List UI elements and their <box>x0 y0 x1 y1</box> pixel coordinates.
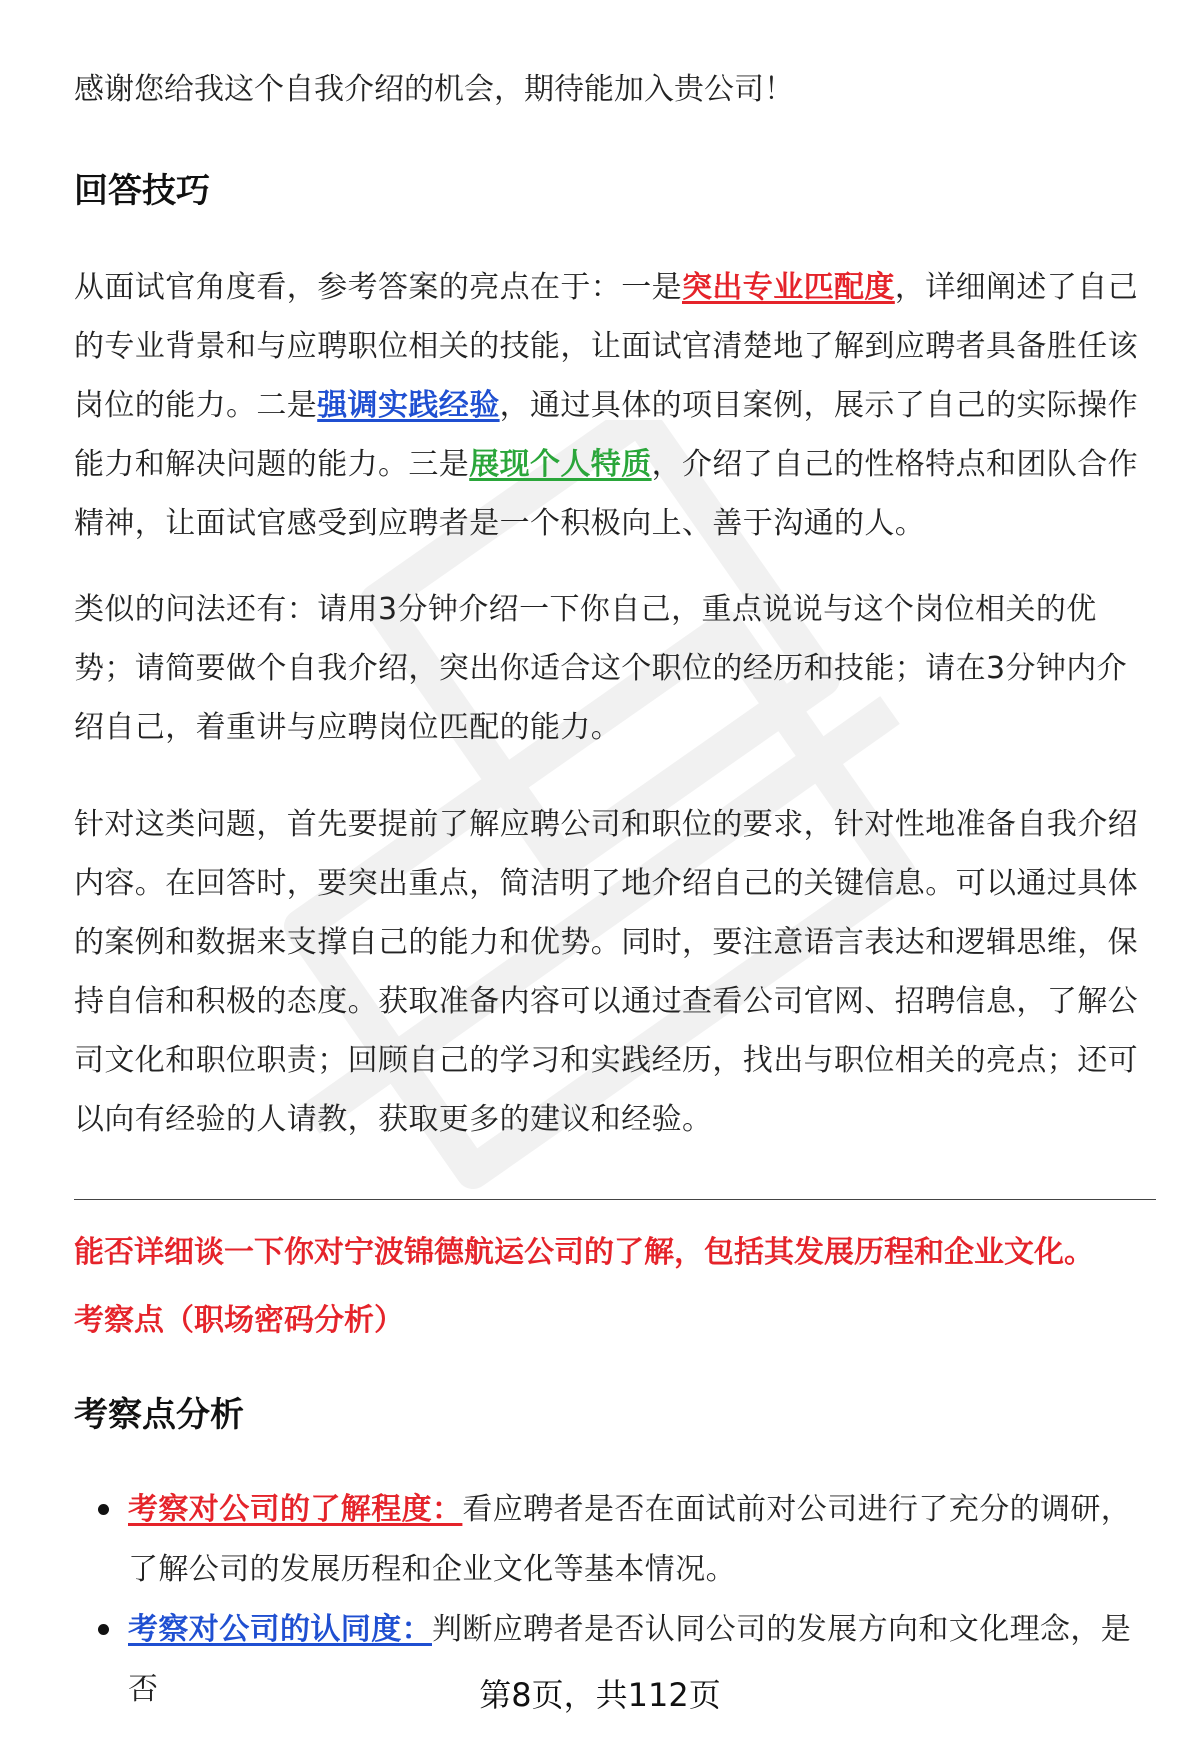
page-number: 第8页，共112页 <box>479 1676 721 1714</box>
para1-text-2: ，详细阐述了自己的专业背景和与应聘职位相关的技能，让面试官清楚地了解到应聘者具备胜任该岗位的能力。二是 <box>74 270 1139 423</box>
answer-tips-paragraph-1 <box>74 258 1156 553</box>
point-text: 看应聘者是否在面试前对公司进行了充分的调研，了解公司的发展历程和企业文化等基本情况。 <box>128 1492 1132 1587</box>
highlight-practical-experience: 强调实践经验 <box>317 388 500 423</box>
highlight-professional-match: 突出专业匹配度 <box>682 270 895 305</box>
answer-tips-paragraph-2: 类似的问法还有：请用3分钟介绍一下你自己，重点说说与这个岗位相关的优势；请简要做个自我介绍，突出你适合这个职位的经历和技能；请在3分钟内介绍自己，着重讲与应聘岗位匹配的能力。 <box>74 592 1128 745</box>
answer-tips-paragraph-3: 针对这类问题，首先要提前了解应聘公司和职位的要求，针对性地准备自我介绍内容。在回答时，要突出重点，简洁明了地介绍自己的关键信息。可以通过具体的案例和数据来支撑自己的能力和优势。同时，要注意语言表达和逻辑思维，保持自信和积极的态度。获取准备内容可以通过查看公司官网、招聘信息，了解公司文化和职位职责；回顾自己的学习和实践经历，找出与职位相关的亮点；还可以向有经验的人请教，获取更多的建议和经验。 <box>74 807 1138 1137</box>
analysis-heading: 考察点分析 <box>74 1395 244 1435</box>
point-label: 考察对公司的认同度： <box>128 1612 432 1647</box>
list-item <box>74 1480 1156 1600</box>
answer-tips-heading: 回答技巧 <box>74 171 210 211</box>
point-label: 考察对公司的了解程度： <box>128 1492 463 1527</box>
bullet-icon <box>98 1624 109 1635</box>
interview-question: 能否详细谈一下你对宁波锦德航运公司的了解，包括其发展历程和企业文化。 <box>74 1235 1094 1270</box>
intro-ending-text: 感谢您给我这个自我介绍的机会，期待能加入贵公司！ <box>74 72 794 107</box>
para1-text-3: ，通过具体的项目案例，展示了自己的实际操作能力和解决问题的能力。三是 <box>74 388 1139 482</box>
highlight-personal-traits: 展现个人特质 <box>469 447 652 482</box>
point-text: 判断应聘者是否认同公司的发展方向和文化理念，是否 <box>128 1612 1132 1707</box>
section-divider <box>74 1199 1156 1200</box>
question-subtitle: 考察点（职场密码分析） <box>74 1303 404 1338</box>
para1-text-4: ，介绍了自己的性格特点和团队合作精神，让面试官感受到应聘者是一个积极向上、善于沟通的人。 <box>74 447 1139 541</box>
para1-text-1: 从面试官角度看，参考答案的亮点在于：一是 <box>74 270 682 305</box>
bullet-icon <box>98 1504 109 1515</box>
